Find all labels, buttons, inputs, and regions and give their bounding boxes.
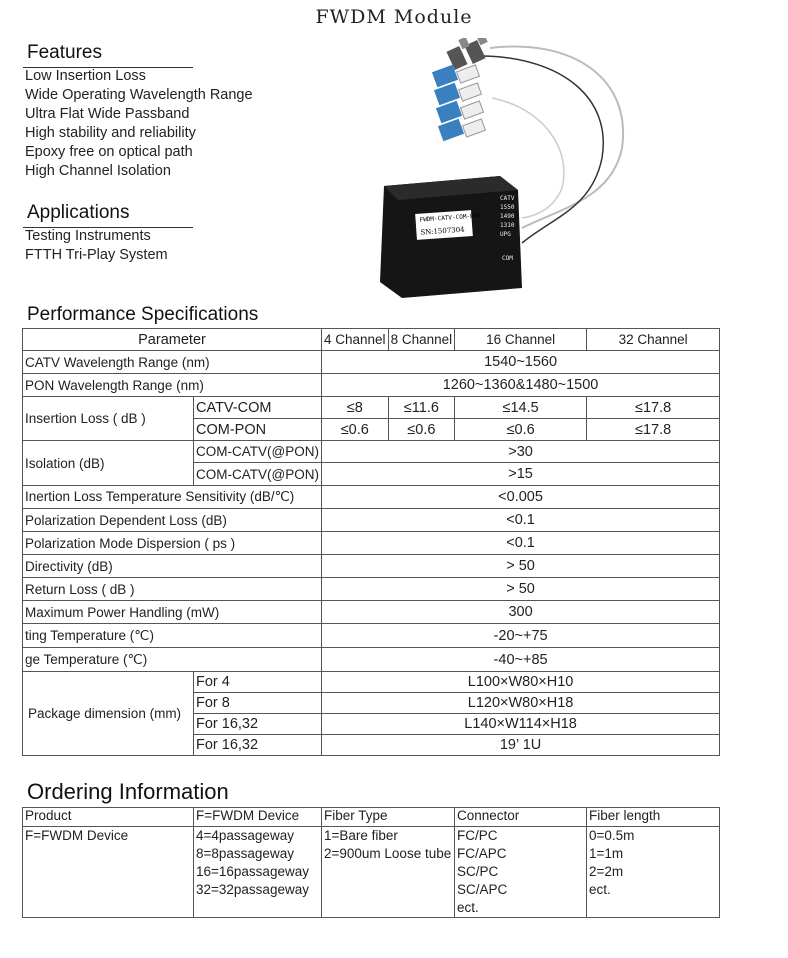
ordering-option: FC/APC	[457, 846, 507, 861]
row-label: Inertion Loss Temperature Sensitivity (dB/℃)	[23, 486, 322, 509]
port-label-com: COM	[502, 255, 513, 262]
table-row	[23, 827, 720, 918]
ordering-col-fiber-type	[322, 827, 455, 918]
row-sublabel: For 16,32	[194, 714, 322, 735]
cell-value: ≤0.6	[388, 419, 455, 441]
row-value: <0.1	[322, 509, 720, 532]
application-item: Testing Instruments	[25, 228, 151, 244]
table-row	[23, 555, 720, 578]
row-value: -20~+75	[322, 624, 720, 648]
cell-value: ≤8	[322, 397, 389, 419]
row-value: L120×W80×H18	[322, 693, 720, 714]
module-label: FWDM-CATV-COM-PON	[419, 212, 482, 224]
applications-list	[25, 227, 168, 265]
ordering-option: ect.	[589, 882, 611, 897]
row-label: Maximum Power Handling (mW)	[23, 601, 322, 624]
table-row	[23, 648, 720, 672]
table-row	[23, 578, 720, 601]
row-label: Package dimension (mm)	[23, 672, 194, 756]
row-value: 19’ 1U	[322, 735, 720, 756]
sc-connector-icon	[432, 65, 486, 142]
table-row	[23, 441, 720, 463]
row-label: Insertion Loss ( dB )	[23, 397, 194, 441]
feature-item: Low Insertion Loss	[25, 68, 146, 84]
row-sublabel: For 8	[194, 693, 322, 714]
table-row	[23, 351, 720, 374]
ordering-option: 8=8passageway	[196, 846, 294, 861]
ordering-header-row	[23, 808, 720, 827]
table-row	[23, 672, 720, 693]
cell-value: ≤17.8	[587, 397, 720, 419]
ordering-option: 32=32passageway	[196, 882, 309, 897]
ordering-option: 16=16passageway	[196, 864, 309, 879]
application-item: FTTH Tri-Play System	[25, 247, 168, 263]
row-value: <0.005	[322, 486, 720, 509]
ordering-header: Connector	[455, 808, 587, 827]
ordering-header: Fiber length	[587, 808, 720, 827]
ordering-option: 2=2m	[589, 864, 624, 879]
table-row	[23, 509, 720, 532]
features-list	[25, 67, 253, 181]
page-title: FWDM Module	[315, 6, 473, 28]
header-parameter: Parameter	[23, 329, 322, 351]
row-value: <0.1	[322, 532, 720, 555]
cell-value: ≤0.6	[322, 419, 389, 441]
ordering-col-fiber-length	[587, 827, 720, 918]
ordering-header: F=FWDM Device	[194, 808, 322, 827]
row-sublabel: For 16,32	[194, 735, 322, 756]
ordering-option: SC/PC	[457, 864, 499, 879]
row-value: > 50	[322, 555, 720, 578]
row-value: 1260~1360&1480~1500	[322, 374, 720, 397]
row-label: Isolation (dB)	[23, 441, 194, 486]
ordering-header: Product	[23, 808, 194, 827]
row-sublabel: COM-PON	[194, 419, 322, 441]
ordering-option: 1=Bare fiber	[324, 828, 398, 843]
table-row	[23, 486, 720, 509]
header-8ch: 8 Channel	[388, 329, 455, 351]
row-sublabel: CATV-COM	[194, 397, 322, 419]
row-value: > 50	[322, 578, 720, 601]
ordering-option: ect.	[457, 900, 479, 915]
spec-heading: Performance Specifications	[27, 304, 259, 325]
row-value: 300	[322, 601, 720, 624]
feature-item: High Channel Isolation	[25, 163, 171, 179]
feature-item: Epoxy free on optical path	[25, 144, 193, 160]
port-label: 1490	[500, 213, 515, 220]
row-value: L140×W114×H18	[322, 714, 720, 735]
spec-table	[22, 328, 720, 756]
table-row	[23, 624, 720, 648]
row-label: ting Temperature (℃)	[23, 624, 322, 648]
ordering-option: F=FWDM Device	[25, 828, 129, 843]
cell-value: ≤0.6	[455, 419, 587, 441]
ordering-col-device	[194, 827, 322, 918]
port-label: 1310	[500, 222, 515, 229]
header-4ch: 4 Channel	[322, 329, 389, 351]
row-label: CATV Wavelength Range (nm)	[23, 351, 322, 374]
table-row	[23, 532, 720, 555]
row-value: -40~+85	[322, 648, 720, 672]
row-value: >30	[322, 441, 720, 463]
row-label: Directivity (dB)	[23, 555, 322, 578]
feature-item: Ultra Flat Wide Passband	[25, 106, 190, 122]
row-label: ge Temperature (℃)	[23, 648, 322, 672]
ordering-col-connector	[455, 827, 587, 918]
ordering-heading: Ordering Information	[27, 779, 229, 804]
row-label: Polarization Dependent Loss (dB)	[23, 509, 322, 532]
ordering-option: 4=4passageway	[196, 828, 294, 843]
table-row	[23, 601, 720, 624]
ordering-option: 0=0.5m	[589, 828, 635, 843]
row-sublabel: COM-CATV(@PON)	[194, 463, 322, 486]
row-label: Return Loss ( dB )	[23, 578, 322, 601]
header-32ch: 32 Channel	[587, 329, 720, 351]
features-heading: Features	[27, 42, 102, 63]
cell-value: ≤14.5	[455, 397, 587, 419]
feature-item: High stability and reliability	[25, 125, 196, 141]
row-value: 1540~1560	[322, 351, 720, 374]
ordering-option: SC/APC	[457, 882, 508, 897]
row-sublabel: COM-CATV(@PON)	[194, 441, 322, 463]
port-label: CATV	[500, 195, 515, 202]
row-value: L100×W80×H10	[322, 672, 720, 693]
ordering-option: FC/PC	[457, 828, 498, 843]
fwdm-module-photo	[372, 38, 642, 308]
ordering-option: 1=1m	[589, 846, 624, 861]
row-sublabel: For 4	[194, 672, 322, 693]
row-value: >15	[322, 463, 720, 486]
module-serial: SN:1507304	[420, 225, 465, 237]
row-label: PON Wavelength Range (nm)	[23, 374, 322, 397]
feature-item: Wide Operating Wavelength Range	[25, 87, 253, 103]
port-label: 1550	[500, 204, 515, 211]
cell-value: ≤17.8	[587, 419, 720, 441]
port-label: UPG	[500, 231, 511, 238]
cell-value: ≤11.6	[388, 397, 455, 419]
spec-header-row	[23, 329, 720, 351]
ordering-header: Fiber Type	[322, 808, 455, 827]
row-label: Polarization Mode Dispersion ( ps )	[23, 532, 322, 555]
table-row	[23, 397, 720, 419]
ordering-option: 2=900um Loose tube	[324, 846, 452, 861]
applications-heading: Applications	[27, 202, 130, 223]
table-row	[23, 374, 720, 397]
ordering-table	[22, 807, 720, 918]
header-16ch: 16 Channel	[455, 329, 587, 351]
ordering-col-product	[23, 827, 194, 918]
